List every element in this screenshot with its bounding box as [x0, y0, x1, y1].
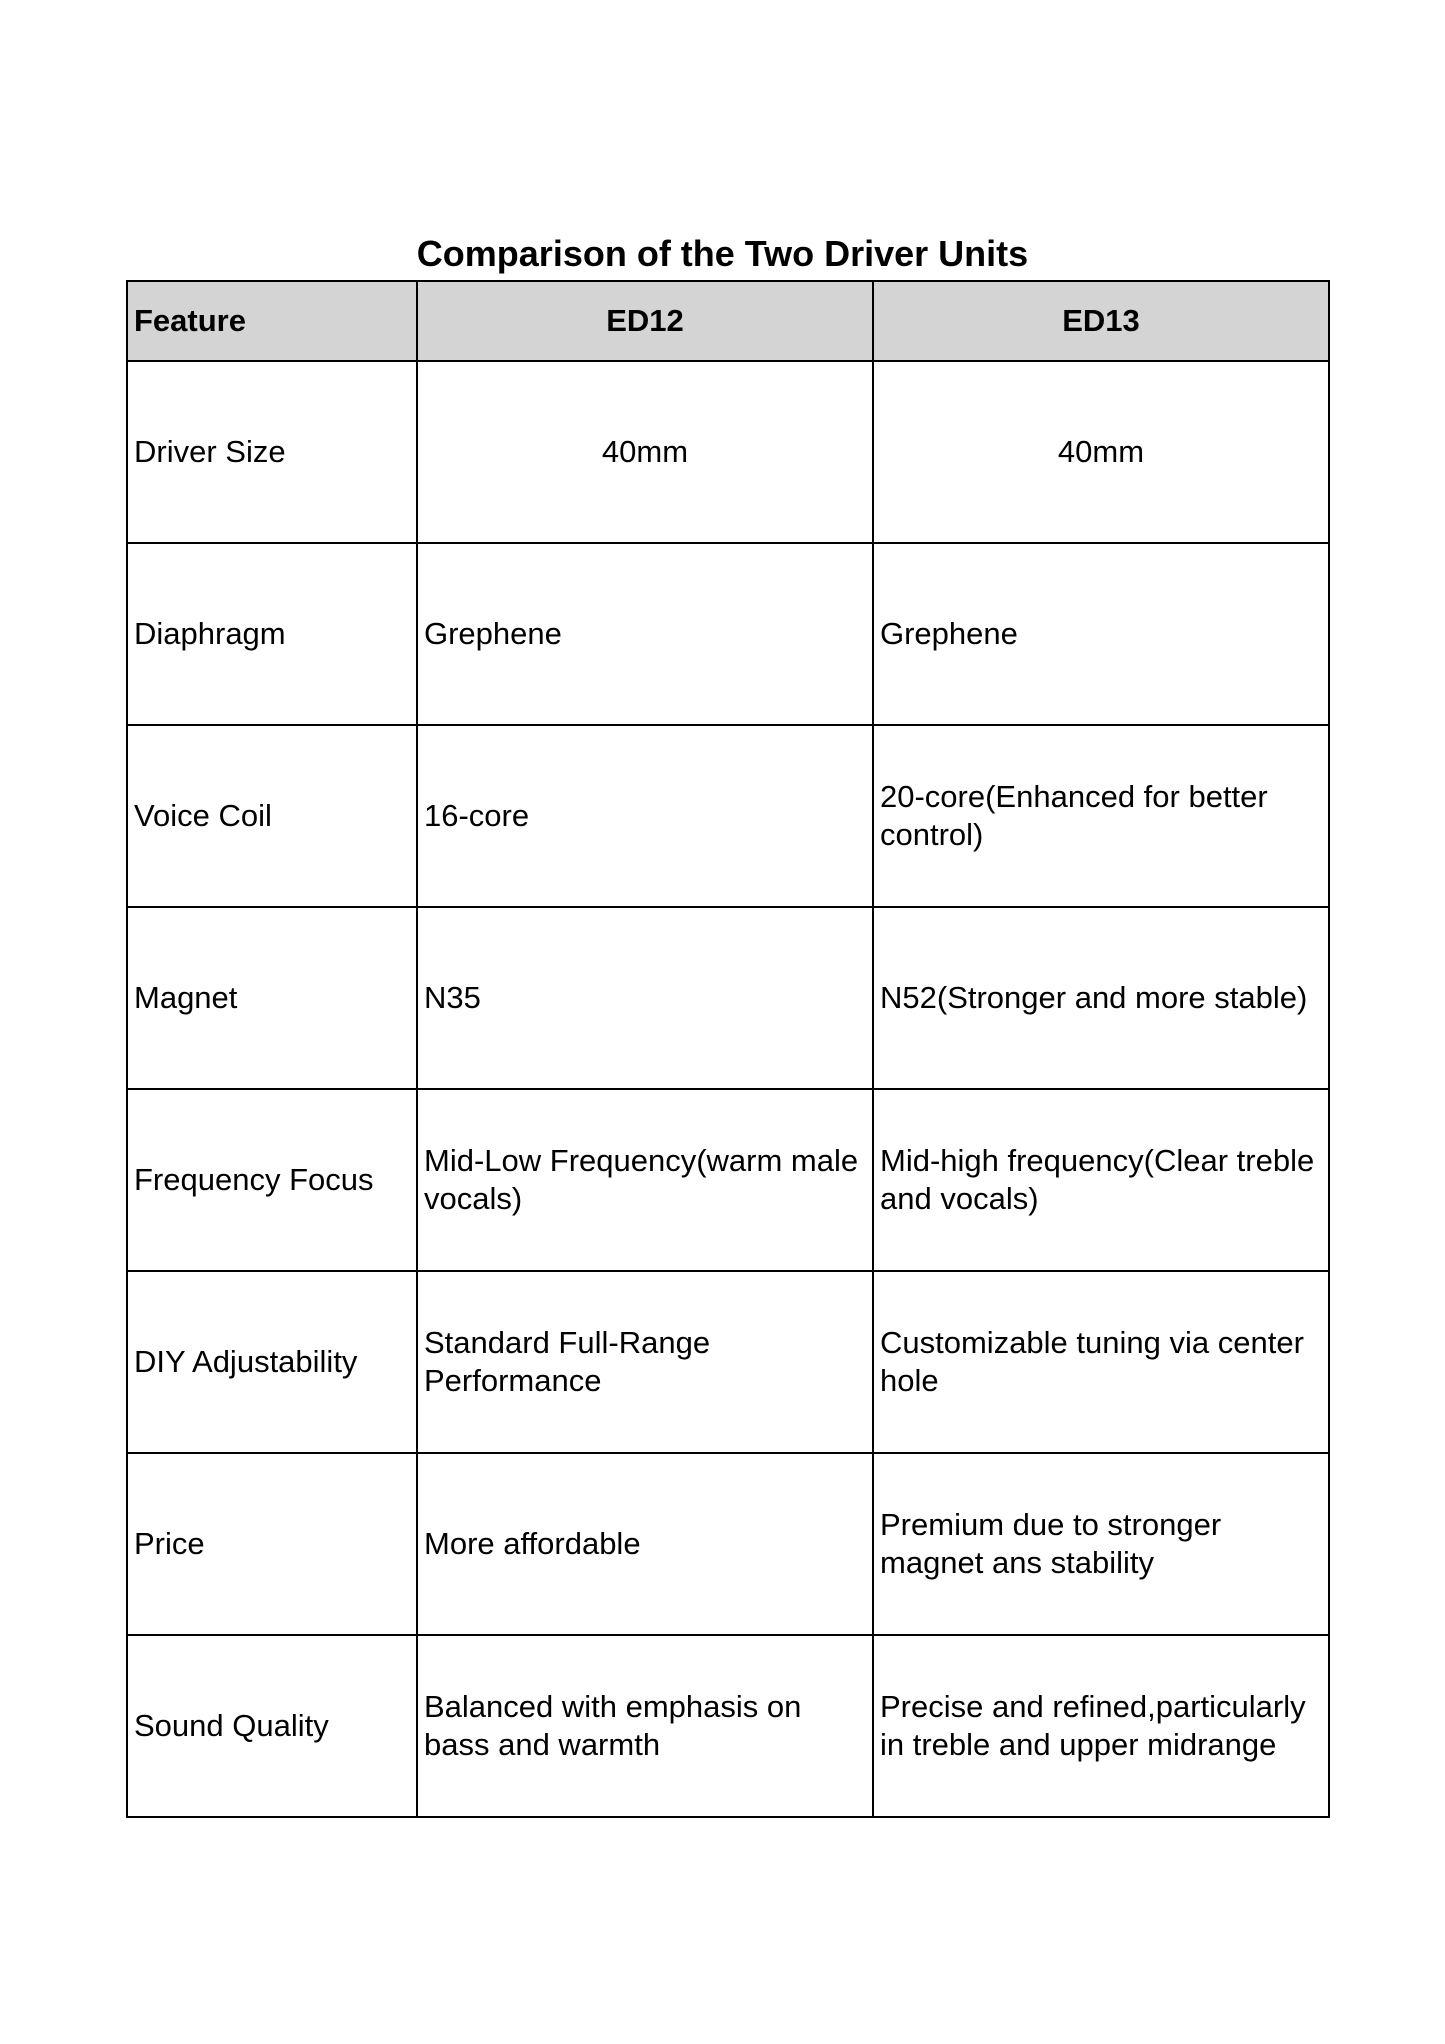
- table-row: [127, 907, 1329, 1089]
- ed13-cell: 40mm: [873, 361, 1329, 543]
- ed12-cell: Mid-Low Frequency(warm male vocals): [417, 1089, 873, 1271]
- document-title: Comparison of the Two Driver Units: [416, 233, 1029, 274]
- feature-cell: Frequency Focus: [127, 1089, 417, 1271]
- ed12-cell: Standard Full-Range Performance: [417, 1271, 873, 1453]
- table-header-row: [127, 281, 1329, 361]
- ed13-cell: 20-core(Enhanced for better control): [873, 725, 1329, 907]
- table-row: [127, 1089, 1329, 1271]
- ed13-cell: Premium due to stronger magnet ans stability: [873, 1453, 1329, 1635]
- ed12-cell: Grephene: [417, 543, 873, 725]
- feature-cell: Price: [127, 1453, 417, 1635]
- table-row: [127, 1271, 1329, 1453]
- feature-cell: Voice Coil: [127, 725, 417, 907]
- table-row: [127, 1453, 1329, 1635]
- feature-cell: Magnet: [127, 907, 417, 1089]
- ed12-cell: 16-core: [417, 725, 873, 907]
- ed12-cell: Balanced with emphasis on bass and warmth: [417, 1635, 873, 1817]
- table-row: [127, 1635, 1329, 1817]
- comparison-table: [126, 280, 1330, 1818]
- ed13-cell: Grephene: [873, 543, 1329, 725]
- ed13-cell: N52(Stronger and more stable): [873, 907, 1329, 1089]
- table-row: [127, 543, 1329, 725]
- header-ed13: ED13: [873, 281, 1329, 361]
- table-row: [127, 725, 1329, 907]
- header-ed12: ED12: [417, 281, 873, 361]
- ed13-cell: Mid-high frequency(Clear treble and vocals): [873, 1089, 1329, 1271]
- ed13-cell: Precise and refined,particularly in treble and upper midrange: [873, 1635, 1329, 1817]
- feature-cell: Sound Quality: [127, 1635, 417, 1817]
- table-row: [127, 361, 1329, 543]
- header-feature: Feature: [127, 281, 417, 361]
- ed13-cell: Customizable tuning via center hole: [873, 1271, 1329, 1453]
- ed12-cell: 40mm: [417, 361, 873, 543]
- feature-cell: Diaphragm: [127, 543, 417, 725]
- feature-cell: DIY Adjustability: [127, 1271, 417, 1453]
- ed12-cell: N35: [417, 907, 873, 1089]
- feature-cell: Driver Size: [127, 361, 417, 543]
- ed12-cell: More affordable: [417, 1453, 873, 1635]
